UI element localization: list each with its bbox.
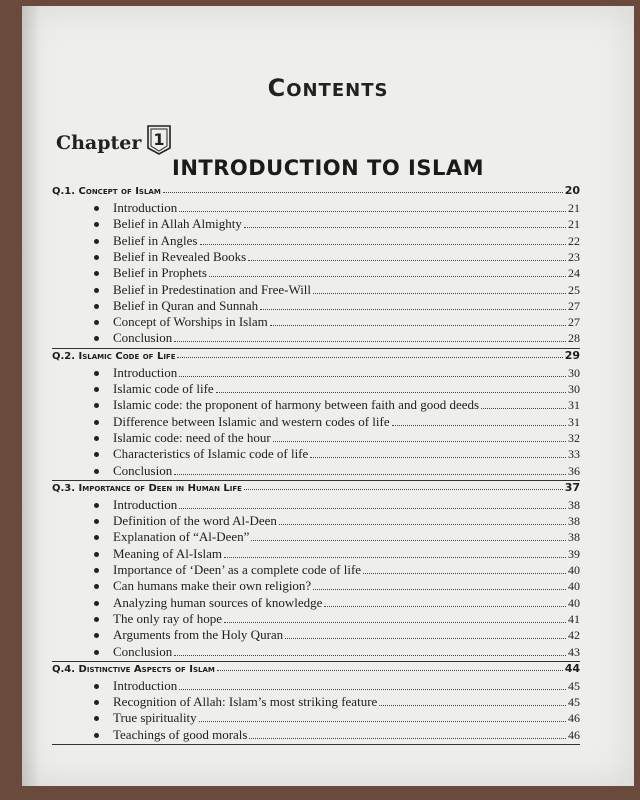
- toc-item-label: Conclusion: [113, 462, 173, 478]
- toc-item-row: [94, 644, 580, 660]
- toc-item-row: [94, 710, 580, 726]
- toc-item-row: [94, 249, 580, 265]
- chapter-title: INTRODUCTION TO ISLAM: [172, 156, 484, 180]
- toc-item-row: [94, 529, 580, 545]
- toc-leader-dots: [279, 524, 566, 525]
- bullet-icon: [94, 519, 99, 524]
- toc-section-page: 44: [564, 661, 580, 675]
- bullet-icon: [94, 617, 99, 622]
- bullet-icon: [94, 403, 99, 408]
- toc-item-row: [94, 381, 580, 397]
- bullet-icon: [94, 716, 99, 721]
- toc-item-label: Analyzing human sources of knowledge: [113, 594, 323, 610]
- toc-item-row: [94, 727, 580, 743]
- toc-section-label: Q.2. Islamic Code of Life: [52, 350, 176, 362]
- toc-leader-dots: [313, 589, 566, 590]
- toc-leader-dots: [481, 408, 566, 409]
- toc-item-page: 21: [568, 217, 580, 232]
- toc-leader-dots: [163, 192, 563, 193]
- toc-item-page: 30: [568, 382, 580, 396]
- toc-leader-dots: [224, 622, 566, 623]
- toc-item-row: [94, 694, 580, 710]
- toc-item-page: 25: [568, 282, 580, 297]
- bullet-icon: [94, 336, 99, 341]
- toc-item-row: [94, 200, 580, 216]
- toc-item-row: [94, 595, 580, 611]
- toc-item-row: [94, 611, 580, 627]
- bullet-icon: [94, 535, 99, 540]
- toc-item-label: Islamic code: need of the hour: [113, 429, 271, 445]
- toc-item-label: Definition of the word Al-Deen: [113, 513, 277, 529]
- toc-leader-dots: [379, 705, 566, 706]
- toc-item-row: [94, 430, 580, 446]
- bullet-icon: [94, 255, 99, 260]
- toc-item-page: 33: [568, 447, 580, 462]
- toc-section-page: 29: [564, 348, 580, 362]
- toc-item-row: [94, 365, 580, 381]
- toc-item-label: Islamic code: the proponent of harmony between faith and good deeds: [113, 397, 480, 413]
- chapter-number: 1: [153, 130, 165, 149]
- toc-item-row: [94, 216, 580, 232]
- bullet-icon: [94, 288, 99, 293]
- bullet-icon: [94, 601, 99, 606]
- toc-leader-dots: [216, 392, 566, 393]
- bullet-icon: [94, 650, 99, 655]
- toc-item-page: 43: [568, 644, 580, 659]
- bullet-icon: [94, 568, 99, 573]
- toc-item-label: Can humans make their own religion?: [113, 578, 312, 594]
- toc-leader-dots: [209, 276, 566, 277]
- toc-leader-dots: [200, 244, 567, 245]
- toc-item-label: Belief in Quran and Sunnah: [113, 297, 259, 313]
- toc-leader-dots: [273, 441, 566, 442]
- toc-leader-dots: [179, 376, 566, 377]
- toc-leader-dots: [270, 325, 566, 326]
- toc-leader-dots: [177, 357, 562, 358]
- toc-item-label: Belief in Predestination and Free-Will: [113, 281, 312, 297]
- toc-item-page: 40: [568, 563, 580, 577]
- bullet-icon: [94, 503, 99, 508]
- bullet-icon: [94, 436, 99, 441]
- toc-item-row: [94, 282, 580, 298]
- bullet-icon: [94, 452, 99, 457]
- toc-leader-dots: [249, 738, 566, 739]
- toc-leader-dots: [244, 227, 566, 228]
- toc-leader-dots: [174, 474, 566, 475]
- toc-leader-dots: [244, 489, 563, 490]
- contents-heading: [22, 74, 634, 102]
- toc-section-label: Q.1. Concept of Islam: [52, 186, 161, 197]
- toc-leader-dots: [285, 638, 566, 639]
- toc-item-label: Belief in Angles: [113, 232, 198, 248]
- toc-item-label: Islamic code of life: [113, 381, 214, 396]
- page-spine-shadow: [22, 6, 40, 786]
- bullet-icon: [94, 420, 99, 425]
- contents-heading-rest: ONTENTS: [286, 80, 389, 101]
- toc-item-page: 30: [568, 365, 580, 380]
- toc-item-page: 32: [568, 430, 580, 445]
- toc-leader-dots: [174, 655, 566, 656]
- toc-item-page: 27: [568, 315, 580, 330]
- toc-section-page: 20: [564, 184, 580, 197]
- toc-section-row: [52, 349, 580, 362]
- toc-item-row: [94, 446, 580, 462]
- toc-item-label: Characteristics of Islamic code of life: [113, 446, 309, 462]
- toc-leader-dots: [179, 689, 566, 690]
- toc-leader-dots: [313, 293, 566, 294]
- toc-item-page: 40: [568, 579, 580, 594]
- toc-leader-dots: [174, 341, 566, 342]
- chapter-badge-icon: [145, 124, 173, 156]
- toc-item-page: 38: [568, 530, 580, 545]
- toc-item-row: [94, 497, 580, 513]
- toc-leader-dots: [217, 670, 563, 671]
- bullet-icon: [94, 387, 99, 392]
- chapter-word: Chapter: [56, 132, 142, 154]
- bullet-icon: [94, 700, 99, 705]
- toc-item-label: Explanation of “Al-Deen”: [113, 529, 250, 545]
- toc-item-label: Introduction: [113, 677, 178, 693]
- toc-item-row: [94, 678, 580, 694]
- toc-section-label: Q.4. Distinctive Aspects of Islam: [52, 663, 215, 675]
- toc-item-page: 40: [568, 595, 580, 610]
- toc-item-label: Importance of ‘Deen’ as a complete code of life: [113, 562, 362, 577]
- toc-leader-dots: [179, 508, 566, 509]
- toc-item-label: Introduction: [113, 496, 178, 512]
- toc-leader-dots: [199, 721, 566, 722]
- toc-item-label: True spirituality: [113, 710, 197, 726]
- toc-item-row: [94, 330, 580, 346]
- toc-item-row: [94, 463, 580, 479]
- toc-item-label: Difference between Islamic and western codes of life: [113, 413, 390, 429]
- chapter-label: [56, 124, 171, 154]
- toc-item-row: [94, 265, 580, 281]
- bullet-icon: [94, 584, 99, 589]
- toc-item-row: [94, 627, 580, 643]
- toc-item-page: 46: [568, 727, 580, 742]
- book-page: [22, 6, 634, 786]
- bullet-icon: [94, 552, 99, 557]
- toc-item-row: [94, 397, 580, 413]
- toc-leader-dots: [224, 557, 566, 558]
- toc-item-page: 31: [568, 414, 580, 429]
- toc-item-label: Belief in Revealed Books: [113, 248, 247, 264]
- toc-item-page: 28: [568, 331, 580, 346]
- toc-item-page: 41: [568, 611, 580, 626]
- toc-leader-dots: [260, 309, 566, 310]
- bullet-icon: [94, 304, 99, 309]
- toc-item-row: [94, 414, 580, 430]
- toc-item-page: 45: [568, 695, 580, 710]
- bullet-icon: [94, 733, 99, 738]
- toc-item-page: 24: [568, 266, 580, 281]
- toc-item-label: Conclusion: [113, 643, 173, 659]
- toc-item-label: Recognition of Allah: Islam’s most striking feature: [113, 694, 378, 710]
- toc-item-page: 38: [568, 497, 580, 512]
- toc-item-label: Introduction: [113, 364, 178, 380]
- toc-item-label: Arguments from the Holy Quran: [113, 627, 284, 643]
- toc-item-page: 46: [568, 711, 580, 726]
- toc-item-page: 42: [568, 628, 580, 643]
- toc-item-label: Belief in Prophets: [113, 265, 207, 281]
- toc-item-page: 23: [568, 249, 580, 264]
- bullet-icon: [94, 271, 99, 276]
- toc-section-row: [52, 481, 580, 494]
- toc-leader-dots: [248, 260, 566, 261]
- toc-item-page: 27: [568, 298, 580, 313]
- bullet-icon: [94, 206, 99, 211]
- toc-item-row: [94, 578, 580, 594]
- toc-section-row: [52, 662, 580, 675]
- toc-item-page: 38: [568, 514, 580, 529]
- toc-leader-dots: [310, 457, 566, 458]
- toc-item-label: Teachings of good morals: [113, 726, 248, 742]
- bullet-icon: [94, 633, 99, 638]
- toc-item-row: [94, 562, 580, 578]
- toc-item-label: Conclusion: [113, 330, 173, 346]
- toc-item-row: [94, 233, 580, 249]
- bullet-icon: [94, 222, 99, 227]
- toc-section-label: Q.3. Importance of Deen in Human Life: [52, 482, 242, 494]
- contents-heading-cap: C: [267, 74, 287, 102]
- toc-item-page: 22: [568, 233, 580, 248]
- toc-leader-dots: [179, 211, 566, 212]
- toc-item-row: [94, 298, 580, 314]
- toc-item-label: Introduction: [113, 200, 178, 215]
- toc-item-label: Belief in Allah Almighty: [113, 216, 242, 232]
- toc-leader-dots: [324, 606, 566, 607]
- toc-item-page: 31: [568, 398, 580, 413]
- bullet-icon: [94, 371, 99, 376]
- toc-item-label: Concept of Worships in Islam: [113, 314, 268, 330]
- bullet-icon: [94, 684, 99, 689]
- toc-item-row: [94, 314, 580, 330]
- toc-item-row: [94, 513, 580, 529]
- bullet-icon: [94, 239, 99, 244]
- toc-item-row: [94, 546, 580, 562]
- toc-leader-dots: [251, 540, 566, 541]
- toc-item-label: Meaning of Al-Islam: [113, 545, 223, 561]
- section-divider: [52, 744, 580, 745]
- toc-leader-dots: [363, 573, 566, 574]
- toc-item-page: 36: [568, 463, 580, 478]
- toc-item-page: 39: [568, 546, 580, 561]
- toc-leader-dots: [392, 425, 566, 426]
- bullet-icon: [94, 469, 99, 474]
- toc-item-label: The only ray of hope: [113, 610, 223, 626]
- toc-section-row: [52, 184, 580, 197]
- bullet-icon: [94, 320, 99, 325]
- toc-item-page: 21: [568, 201, 580, 215]
- toc-item-page: 45: [568, 678, 580, 693]
- chapter-number-badge: [145, 124, 171, 154]
- toc-section-page: 37: [564, 480, 580, 494]
